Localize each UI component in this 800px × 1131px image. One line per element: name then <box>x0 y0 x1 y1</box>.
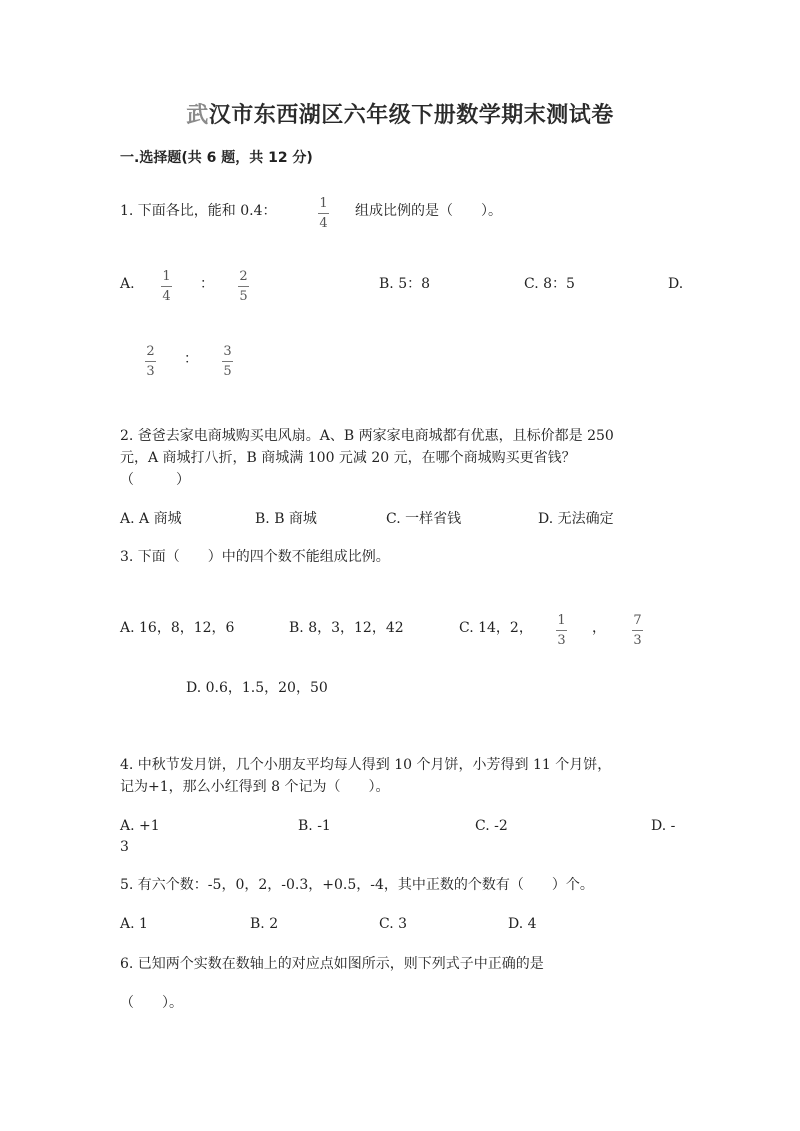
q3-option-a[interactable]: A. 16，8，12，6 <box>120 620 235 636</box>
question-1-fraction <box>318 196 329 231</box>
question-1-stem-a: 1. 下面各比，能和 0.4： <box>120 203 277 219</box>
question-1-stem-b: 组成比例的是（ ）。 <box>355 203 502 219</box>
q5-option-a[interactable]: A. 1 <box>120 916 148 932</box>
q2-option-d[interactable]: D. 无法确定 <box>538 511 614 527</box>
q5-option-d[interactable]: D. 4 <box>508 916 537 932</box>
fraction-numerator: 2 <box>146 344 155 359</box>
q1-option-a-fraction-2 <box>238 269 249 304</box>
page-title <box>0 98 800 129</box>
fraction-denominator: 5 <box>239 289 248 304</box>
question-6-line-1: 6. 已知两个实数在数轴上的对应点如图所示，则下列式子中正确的是 <box>120 956 544 972</box>
q4-option-a[interactable]: A. +1 <box>120 818 160 834</box>
q5-option-c[interactable]: C. 3 <box>379 916 408 932</box>
q4-option-b[interactable]: B. -1 <box>298 818 331 834</box>
q4-option-d-part-2: 3 <box>120 839 129 855</box>
question-3-stem: 3. 下面（ ）中的四个数不能组成比例。 <box>120 549 390 565</box>
q1-option-d-label[interactable]: D. <box>668 276 684 292</box>
q4-option-c[interactable]: C. -2 <box>475 818 508 834</box>
fraction-denominator: 3 <box>146 364 155 379</box>
fraction-denominator: 5 <box>223 364 232 379</box>
section-heading: 一.选择题(共 6 题，共 12 分) <box>120 150 313 166</box>
fraction-denominator: 3 <box>633 633 642 648</box>
fraction-bar <box>318 213 329 214</box>
q3-option-c[interactable]: C. 14，2， <box>459 620 533 636</box>
fraction-denominator: 4 <box>162 289 171 304</box>
q3-option-b[interactable]: B. 8，3，12，42 <box>289 620 404 636</box>
q3-option-d[interactable]: D. 0.6，1.5，20，50 <box>186 680 328 696</box>
fraction-bar <box>632 630 643 631</box>
fraction-bar <box>161 286 172 287</box>
fraction-numerator: 1 <box>557 613 566 628</box>
fraction-bar <box>222 361 233 362</box>
q1-option-a-fraction-1 <box>161 269 172 304</box>
q1-option-d-fraction-1 <box>145 344 156 379</box>
fraction-numerator: 1 <box>162 269 171 284</box>
fraction-bar <box>238 286 249 287</box>
q1-option-b[interactable]: B. 5：8 <box>379 276 431 292</box>
q1-option-d-fraction-2 <box>222 344 233 379</box>
q1-option-c[interactable]: C. 8：5 <box>524 276 575 292</box>
q3-option-c-fraction-1 <box>556 613 567 648</box>
fraction-numerator: 7 <box>633 613 642 628</box>
fraction-bar <box>556 630 567 631</box>
fraction-denominator: 3 <box>557 633 566 648</box>
q3-option-c-comma: ， <box>592 620 606 636</box>
question-2-line-3: （ ） <box>120 472 190 488</box>
question-5-stem: 5. 有六个数：-5，0，2，-0.3，+0.5，-4，其中正数的个数有（ ）个。 <box>120 877 594 893</box>
fraction-numerator: 3 <box>223 344 232 359</box>
fraction-bar <box>145 361 156 362</box>
page-title-first-char: 武 <box>186 103 209 128</box>
q2-option-b[interactable]: B. B 商城 <box>255 511 317 527</box>
question-4-line-2: 记为+1，那么小红得到 8 个记为（ ）。 <box>120 779 390 795</box>
q1-option-a-colon: ： <box>200 276 214 292</box>
q4-option-d-part-1[interactable]: D. - <box>651 818 676 834</box>
q2-option-c[interactable]: C. 一样省钱 <box>386 511 462 527</box>
fraction-numerator: 1 <box>319 196 328 211</box>
question-2-line-1: 2. 爸爸去家电商城购买电风扇。A、B 两家家电商城都有优惠，且标价都是 250 <box>120 428 614 444</box>
q1-option-a-label[interactable]: A. <box>120 276 135 292</box>
q2-option-a[interactable]: A. A 商城 <box>120 511 182 527</box>
fraction-denominator: 4 <box>319 216 328 231</box>
fraction-numerator: 2 <box>239 269 248 284</box>
question-2-line-2: 元，A 商城打八折，B 商城满 100 元减 20 元，在哪个商城购买更省钱？ <box>120 450 576 466</box>
q5-option-b[interactable]: B. 2 <box>250 916 279 932</box>
question-6-line-2: （ ）。 <box>120 995 183 1011</box>
q1-option-d-colon: ： <box>184 351 198 367</box>
q3-option-c-fraction-2 <box>632 613 643 648</box>
question-4-line-1: 4. 中秋节发月饼，几个小朋友平均每人得到 10 个月饼，小芳得到 11 个月饼， <box>120 757 612 773</box>
page-title-rest: 汉市东西湖区六年级下册数学期末测试卷 <box>208 103 614 128</box>
